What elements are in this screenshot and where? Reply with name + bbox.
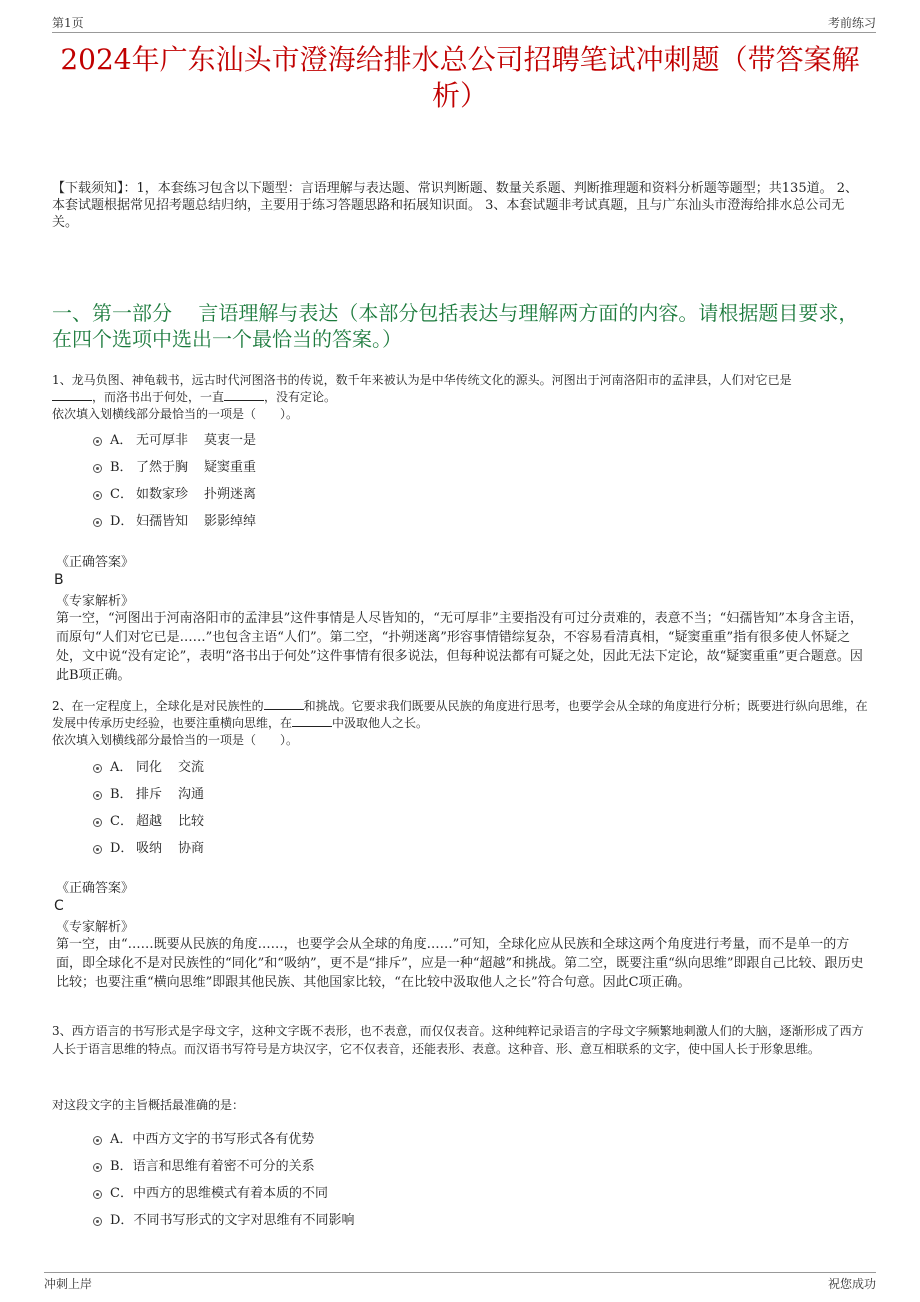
correct-answer: C [54, 898, 64, 914]
correct-answer: B [54, 572, 64, 588]
analysis-label: 《专家解析》 [56, 594, 135, 609]
fill-blank [292, 715, 332, 727]
radio-icon[interactable] [93, 1190, 102, 1199]
option-c[interactable]: C． 超越 比较 [93, 813, 204, 831]
question-stem [52, 698, 870, 749]
header-tag: 考前练习 [827, 16, 876, 30]
option-b[interactable]: B． 排斥 沟通 [93, 786, 204, 804]
stem-text: ，而洛书出于何处，一直 [92, 390, 225, 404]
radio-icon[interactable] [93, 1136, 102, 1145]
radio-icon[interactable] [93, 437, 102, 446]
footer-right: 祝您成功 [827, 1277, 876, 1291]
question-stem [52, 372, 870, 423]
radio-icon[interactable] [93, 845, 102, 854]
footer-left: 冲刺上岸 [44, 1277, 93, 1291]
stem-text: 2、在一定程度上，全球化是对民族性的 [52, 699, 264, 713]
fill-blank [52, 389, 92, 401]
question-prompt: 对这段文字的主旨概括最准确的是： [52, 1098, 245, 1112]
answer-label: 《正确答案》 [56, 555, 135, 570]
download-notice: 【下载须知】：1，本套练习包含以下题型：言语理解与表达题、常识判断题、数量关系题、判断推理题和资料分析题等题型；共135道。 2、本套试题根据常见招考题总结归纳，主要用于练习答题思路和拓展知识面。 3、本套试题非考试真题，且与广东汕头市澄海给排水总公司无关。 [52, 181, 858, 230]
stem-text: 和挑战。它要求我们既要从民族的角度进行思考，也要学会从全球的角度进行分析；既要进行纵向思维，在发展中传承历史经验，也要注重横向思维，在 [52, 699, 868, 730]
stem-text: 中汲取他人之长。 [332, 716, 429, 730]
analysis-text: 第一空，由“……既要从民族的角度……，也要学会从全球的角度……”可知，全球化应从民族和全球这两个角度进行考量，而不是单一的方面，即全球化不是对民族性的“同化”和“吸纳”，更不是“排斥”，应是一种“超越”和挑战。第二空，既要注重“纵向思维”即跟自己比较、跟历史比较；也要注重“横向思维”即跟其他民族、其他国家比较，“在比较中汲取他人之长”符合句意。因此C项正确。 [56, 937, 864, 990]
question-prompt: 依次填入划横线部分最恰当的一项是（ ）。 [52, 407, 299, 421]
radio-icon[interactable] [93, 518, 102, 527]
fill-blank [264, 698, 304, 710]
analysis-label: 《专家解析》 [56, 920, 135, 935]
option-c[interactable]: C． 如数家珍 扑朔迷离 [93, 486, 256, 504]
option-a[interactable]: A．中西方文字的书写形式各有优势 [93, 1131, 314, 1149]
radio-icon[interactable] [93, 818, 102, 827]
option-d[interactable]: D． 妇孺皆知 影影绰绰 [93, 513, 256, 531]
stem-text: 1、龙马负图、神龟载书，远古时代河图洛书的传说，数千年来被认为是中华传统文化的源头。河图出于河南洛阳市的孟津县，人们对它已是 [52, 373, 792, 387]
answer-label: 《正确答案》 [56, 881, 135, 896]
radio-icon[interactable] [93, 464, 102, 473]
radio-icon[interactable] [93, 491, 102, 500]
option-a[interactable]: A． 无可厚非 莫衷一是 [93, 432, 256, 450]
option-c[interactable]: C．中西方的思维模式有着本质的不同 [93, 1185, 328, 1203]
section-title: 一、第一部分 言语理解与表达（本部分包括表达与理解两方面的内容。请根据题目要求，在四个选项中选出一个最恰当的答案。） [52, 301, 859, 351]
page-footer [44, 1272, 876, 1291]
page-header [52, 14, 876, 33]
analysis-text: 第一空，“河图出于河南洛阳市的孟津县”这件事情是人尽皆知的，“无可厚非”主要指没有可过分责难的，表意不当；“妇孺皆知”本身含主语，而原句“人们对它已是……”也包含主语“人们”。第二空，“扑朔迷离”形容事情错综复杂，不容易看清真相，“疑窦重重”指有很多使人怀疑之处，文中说“没有定论”，表明“洛书出于何处”这件事情有很多说法，但每种说法都有可疑之处，因此无法下定论，故“疑窦重重”更合题意。因此B项正确。 [56, 611, 863, 683]
radio-icon[interactable] [93, 791, 102, 800]
question-stem: 3、西方语言的书写形式是字母文字，这种文字既不表形，也不表意，而仅仅表音。这种纯粹记录语言的字母文字频繁地刺激人们的大脑，逐渐形成了西方人长于语言思维的特点。而汉语书写符号是方块汉字，它不仅表音，还能表形、表意。这种音、形、意互相联系的文字，使中国人长于形象思维。 [52, 1024, 864, 1056]
option-b[interactable]: B． 了然于胸 疑窦重重 [93, 459, 256, 477]
radio-icon[interactable] [93, 1217, 102, 1226]
radio-icon[interactable] [93, 1163, 102, 1172]
fill-blank [224, 389, 264, 401]
option-a[interactable]: A． 同化 交流 [93, 759, 204, 777]
question-prompt: 依次填入划横线部分最恰当的一项是（ ）。 [52, 733, 299, 747]
option-d[interactable]: D． 吸纳 协商 [93, 840, 204, 858]
page-number: 第1页 [52, 16, 84, 30]
option-b[interactable]: B．语言和思维有着密不可分的关系 [93, 1158, 315, 1176]
document-title: 2024年广东汕头市澄海给排水总公司招聘笔试冲刺题（带答案解析） [60, 43, 860, 112]
radio-icon[interactable] [93, 764, 102, 773]
option-d[interactable]: D．不同书写形式的文字对思维有不同影响 [93, 1212, 354, 1230]
stem-text: ，没有定论。 [264, 390, 337, 404]
